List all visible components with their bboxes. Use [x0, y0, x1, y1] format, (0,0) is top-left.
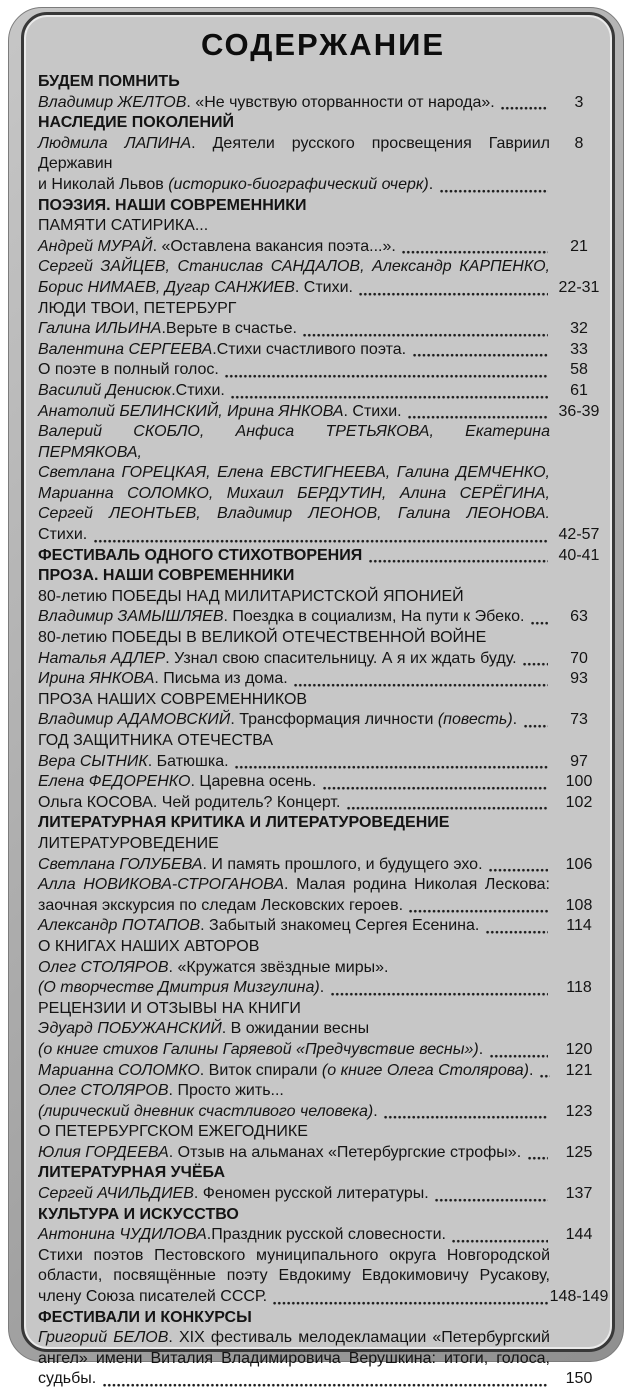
toc-entry [38, 1225, 608, 1246]
text-run: . Узнал свою спасительницу. А я их ждать буду. [165, 649, 521, 667]
dot-leader [486, 929, 548, 934]
page-number: 40-41 [558, 546, 600, 564]
toc-line [38, 360, 550, 381]
entry-text [38, 1225, 550, 1246]
entry-text [38, 649, 550, 670]
entry-text [38, 93, 550, 114]
text-run: . Поездка в социализм, На пути к Эбеко. [223, 608, 529, 626]
entry-text [38, 1019, 550, 1060]
text-run: Алла НОВИКОВА-СТРОГАНОВА [38, 876, 285, 894]
entry-text [38, 1143, 550, 1164]
entry-text [38, 1246, 550, 1308]
toc-line [38, 1143, 550, 1164]
page-number: 114 [566, 917, 592, 935]
toc-content [24, 15, 612, 1388]
page-column [550, 855, 608, 876]
page-number: 58 [570, 361, 588, 379]
toc-line [38, 1102, 550, 1123]
page-column [550, 1246, 608, 1308]
dot-leader [435, 1197, 548, 1202]
page-column [550, 546, 608, 567]
page-column [550, 875, 608, 916]
page-number: 21 [570, 237, 588, 255]
toc-line [38, 381, 550, 402]
text-run: . «Не чувствую оторванности от народа». [186, 93, 500, 111]
dot-leader [524, 723, 548, 728]
entry-text [38, 710, 550, 731]
page-number: 102 [565, 793, 593, 811]
text-run: . Письма из дома. [154, 670, 293, 688]
page-column [550, 607, 608, 628]
page-number: 73 [570, 711, 588, 729]
section-heading: ЛИТЕРАТУРОВЕДЕНИЕ [38, 834, 219, 852]
text-run: Сергей ЗАЙЦЕВ, Станислав САНДАЛОВ, Александр КАРПЕНКО, [38, 258, 550, 276]
toc-entry [38, 1081, 608, 1122]
toc-entry [38, 422, 608, 546]
toc-line [38, 402, 550, 423]
section-heading: ПОЭЗИЯ. НАШИ СОВРЕМЕННИКИ [38, 196, 307, 214]
toc-line [38, 896, 550, 917]
text-run: .Праздник русской словесности. [206, 1226, 451, 1244]
text-run: Галина ИЛЬИНА [38, 320, 162, 338]
text-run: Светлана ГОРЕЦКАЯ, Елена ЕВСТИГНЕЕВА, Галина ДЕМЧЕНКО, [38, 464, 550, 482]
page-column [550, 381, 608, 402]
toc-line [38, 422, 550, 463]
text-run: Олег СТОЛЯРОВ [38, 1082, 169, 1100]
text-run: Сергей ЛЕОНТЬЕВ, Владимир ЛЕОНОВ, Галина ЛЕОНОВА. [38, 505, 550, 523]
page-number: 118 [566, 979, 592, 997]
page-number: 148-149 [549, 1288, 609, 1306]
dot-leader [103, 1382, 548, 1387]
text-run: Марианна СОЛОМКО, Михаил БЕРДУТИН, Алина СЕРЁГИНА, [38, 484, 550, 502]
page-number: 123 [565, 1102, 593, 1120]
toc-line [38, 855, 550, 876]
entry-text [38, 607, 550, 628]
toc-entry [38, 916, 608, 937]
page-column [550, 340, 608, 361]
entry-text [38, 1184, 550, 1205]
entry-text [38, 360, 550, 381]
section-heading: ЛЮДИ ТВОИ, ПЕТЕРБУРГ [38, 299, 237, 317]
dot-leader [413, 352, 548, 357]
text-run: Ольга КОСОВА. Чей родитель? Концерт. [38, 793, 345, 811]
text-run: Александр ПОТАПОВ [38, 917, 201, 935]
section-heading: ЛИТЕРАТУРНАЯ УЧЁБА [38, 1164, 225, 1182]
toc-line [38, 546, 550, 567]
toc-line [38, 669, 550, 690]
dot-leader [94, 538, 548, 543]
dot-leader [531, 620, 548, 625]
dot-leader [273, 1300, 548, 1305]
toc-entry [38, 1328, 608, 1390]
toc-entry [38, 1184, 608, 1205]
page-number: 33 [570, 340, 588, 358]
entry-text [38, 1061, 550, 1082]
entry-text [38, 319, 550, 340]
entry-text [38, 1328, 550, 1390]
text-run: Олег СТОЛЯРОВ [38, 958, 169, 976]
toc-entry [38, 1246, 608, 1308]
page-number: 100 [565, 773, 593, 791]
text-run: .Верьте в счастье. [161, 320, 302, 338]
section-heading: ПРОЗА НАШИХ СОВРЕМЕННИКОВ [38, 690, 308, 708]
dot-leader [490, 1053, 548, 1058]
toc-line [38, 1246, 550, 1267]
page-column [550, 422, 608, 546]
entry-text [38, 546, 550, 567]
toc-line [38, 278, 550, 299]
page-number: 97 [570, 752, 588, 770]
page-column [550, 1019, 608, 1060]
text-run: судьбы. [38, 1370, 101, 1388]
toc-entry [38, 607, 608, 628]
text-run: области, посвящённые поэту Евдокиму Евдокимовичу Русакову, [38, 1267, 550, 1285]
text-run: Борис НИМАЕВ, Дугар САНЖИЕВ [38, 278, 295, 296]
toc-line [38, 916, 550, 937]
page-column [550, 1225, 608, 1246]
toc-entry [38, 875, 608, 916]
toc-entry [38, 752, 608, 773]
toc-line [38, 752, 550, 773]
text-run: Сергей АЧИЛЬДИЕВ [38, 1185, 194, 1203]
page-title: СОДЕРЖАНИЕ [200, 27, 446, 62]
toc-line [38, 1061, 550, 1082]
toc-line [38, 978, 550, 999]
page-column [550, 1081, 608, 1122]
text-run: . Деятели русского просвещения Гавриил Державин [38, 134, 550, 173]
page-number: 32 [570, 320, 588, 338]
page-number: 61 [570, 381, 588, 399]
text-run: .Стихи. [171, 381, 230, 399]
page-column [550, 237, 608, 258]
section-heading: КУЛЬТУРА И ИСКУССТВО [38, 1205, 239, 1223]
text-run: Андрей МУРАЙ [38, 237, 153, 255]
text-run: . Трансформация личности [230, 711, 438, 729]
toc-entry [38, 772, 608, 793]
text-run: Григорий БЕЛОВ [38, 1329, 169, 1347]
entry-text [38, 958, 550, 999]
page-number: 137 [565, 1185, 593, 1203]
text-run: . Феномен русской литературы. [193, 1185, 434, 1203]
text-run: (о книге стихов Галины Гаряевой «Предчувствие весны») [38, 1040, 479, 1058]
toc-line [38, 463, 550, 484]
text-run: (О творчестве Дмитрия Мизгулина) [38, 979, 320, 997]
text-run: (историко-биографический очерк) [168, 175, 429, 193]
toc-line [38, 319, 550, 340]
toc-line [38, 1349, 550, 1370]
toc-entry [38, 257, 608, 298]
dot-leader [294, 682, 548, 687]
page-column [550, 257, 608, 298]
page-column [550, 772, 608, 793]
text-run: Василий Денисюк [38, 381, 172, 399]
page-number: 120 [565, 1040, 593, 1058]
toc-line [38, 1225, 550, 1246]
toc-line [38, 607, 550, 628]
toc-entry [38, 1143, 608, 1164]
section-heading: О ПЕТЕРБУРГСКОМ ЕЖЕГОДНИКЕ [38, 1123, 308, 1141]
page-number: 106 [565, 855, 593, 873]
page-column [550, 793, 608, 814]
section-heading: ПРОЗА. НАШИ СОВРЕМЕННИКИ [38, 567, 295, 585]
text-run: . И память прошлого, и будущего эхо. [202, 855, 487, 873]
section-heading: 80-летию ПОБЕДЫ НАД МИЛИТАРИСТСКОЙ ЯПОНИЕЙ [38, 587, 464, 605]
text-run: и Николай Львов [38, 175, 169, 193]
toc-line [38, 1266, 550, 1287]
dot-leader [409, 908, 548, 913]
text-run: . Виток спирали [199, 1061, 322, 1079]
page-column [550, 752, 608, 773]
page-column [550, 649, 608, 670]
text-run: Светлана ГОЛУБЕВА [38, 855, 203, 873]
dot-leader [369, 558, 548, 563]
toc-entry [38, 1019, 608, 1060]
toc-entry [38, 710, 608, 731]
toc-line [38, 237, 550, 258]
toc-entry [38, 237, 608, 258]
toc-entry [38, 855, 608, 876]
toc-list [38, 72, 608, 1390]
entry-text [38, 855, 550, 876]
dot-leader [408, 414, 548, 419]
text-run: . [428, 175, 438, 193]
entry-text [38, 772, 550, 793]
entry-text [38, 134, 550, 196]
page-column [550, 1143, 608, 1164]
page-column [550, 710, 608, 731]
page-number: 42-57 [558, 526, 600, 544]
page-column [550, 1061, 608, 1082]
text-run: Анатолий БЕЛИНСКИЙ, Ирина ЯНКОВА [38, 402, 344, 420]
entry-text [38, 422, 550, 546]
section-heading: ПАМЯТИ САТИРИКА... [38, 217, 209, 235]
dot-leader [489, 867, 548, 872]
text-run: .Стихи счастливого поэта. [212, 340, 411, 358]
toc-entry [38, 360, 608, 381]
text-run: . [373, 1102, 383, 1120]
text-run: ФЕСТИВАЛЬ ОДНОГО СТИХОТВОРЕНИЯ [38, 546, 363, 564]
text-run: Эдуард ПОБУЖАНСКИЙ [38, 1020, 222, 1038]
section-heading: О КНИГАХ НАШИХ АВТОРОВ [38, 937, 260, 955]
toc-entry [38, 381, 608, 402]
entry-text [38, 381, 550, 402]
text-run: . Забытый знакомец Сергея Есенина. [200, 917, 484, 935]
section-heading: РЕЦЕНЗИИ И ОТЗЫВЫ НА КНИГИ [38, 999, 301, 1017]
entry-text [38, 340, 550, 361]
text-run: . Батюшка. [147, 752, 233, 770]
page-number: 125 [565, 1143, 593, 1161]
page-column [550, 93, 608, 114]
text-run: Стихи. [38, 526, 92, 544]
page-number: 108 [565, 896, 593, 914]
toc-line [38, 134, 550, 175]
toc-line [38, 772, 550, 793]
text-run: Ирина ЯНКОВА [38, 670, 155, 688]
toc-line [38, 175, 550, 196]
toc-line [38, 1040, 550, 1061]
toc-line [38, 1287, 550, 1308]
toc-entry [38, 649, 608, 670]
text-run: (повесть) [437, 711, 513, 729]
text-run: . Отзыв на альманах «Петербургские строфы». [168, 1143, 526, 1161]
page-column [550, 319, 608, 340]
section-heading: НАСЛЕДИЕ ПОКОЛЕНИЙ [38, 114, 234, 132]
toc-line [38, 793, 550, 814]
dot-leader [384, 1114, 548, 1119]
text-run: Юлия ГОРДЕЕВА [38, 1143, 169, 1161]
toc-entry [38, 134, 608, 196]
toc-line [38, 93, 550, 114]
text-run: . [512, 711, 522, 729]
page-number: 150 [565, 1370, 593, 1388]
text-run: Вера СЫТНИК [38, 752, 148, 770]
toc-line [38, 710, 550, 731]
section-heading: 80-летию ПОБЕДЫ В ВЕЛИКОЙ ОТЕЧЕСТВЕННОЙ ВОЙНЕ [38, 629, 487, 647]
text-run: . «Оставлена вакансия поэта...». [152, 237, 401, 255]
toc-line [38, 1184, 550, 1205]
page-column [550, 402, 608, 423]
dot-leader [523, 661, 548, 666]
text-run: О поэте в полный голос. [38, 361, 224, 379]
section-heading: ГОД ЗАЩИТНИКА ОТЕЧЕСТВА [38, 732, 274, 749]
text-run: Стихи поэтов Пестовского муниципального округа Новгородской [38, 1246, 550, 1264]
dot-leader [402, 249, 548, 254]
toc-panel [21, 12, 615, 1388]
dot-leader [347, 805, 548, 810]
section-heading: ЛИТЕРАТУРНАЯ КРИТИКА И ЛИТЕРАТУРОВЕДЕНИЕ [38, 814, 450, 832]
toc-line [38, 1369, 550, 1390]
text-run: . Стихи. [343, 402, 407, 420]
text-run: . В ожидании весны [221, 1020, 370, 1038]
dot-leader [359, 291, 548, 296]
text-run: ангел» имени Виталия Владимировича Верушкина: итоги, голоса, [38, 1349, 550, 1367]
text-run: Антонина ЧУДИЛОВА [38, 1226, 207, 1244]
text-run: (о книге Олега Столярова) [321, 1061, 529, 1079]
page-column [550, 1328, 608, 1390]
page-column [550, 134, 608, 196]
text-run: Наталья АДЛЕР [38, 649, 166, 667]
toc-entry [38, 340, 608, 361]
toc-entry [38, 958, 608, 999]
entry-text [38, 237, 550, 258]
page-number: 8 [574, 134, 584, 152]
page-number: 70 [570, 649, 588, 667]
page-column [550, 916, 608, 937]
entry-text [38, 1081, 550, 1122]
toc-line [38, 875, 550, 896]
section-heading: БУДЕМ ПОМНИТЬ [38, 73, 180, 90]
text-run: (лирический дневник счастливого человека) [38, 1102, 374, 1120]
page-number: 121 [565, 1061, 593, 1079]
toc-line [38, 958, 550, 979]
toc-line [38, 1081, 550, 1102]
text-run: . Царевна осень. [190, 773, 321, 791]
text-run: заочная экскурсия по следам Лесковских героев. [38, 896, 408, 914]
dot-leader [540, 1073, 550, 1078]
page-number: 22-31 [558, 278, 600, 296]
toc-line [38, 1328, 550, 1349]
text-run: . «Кружатся звёздные миры». [168, 958, 389, 976]
page-number: 63 [570, 608, 588, 626]
text-run: Владимир ЖЕЛТОВ [38, 93, 187, 111]
toc-entry [38, 319, 608, 340]
text-run: . Малая родина Николая Лескова: [284, 876, 550, 894]
toc-line [38, 257, 550, 278]
text-run: члену Союза писателей СССР. [38, 1288, 272, 1306]
toc-line [38, 525, 550, 546]
toc-entry [38, 1061, 608, 1082]
panel-frame [8, 7, 624, 1388]
entry-text [38, 402, 550, 423]
text-run [362, 546, 366, 567]
page-number: 3 [574, 93, 584, 111]
dot-leader [231, 394, 548, 399]
dot-leader [331, 991, 548, 996]
page-number: 36-39 [558, 402, 600, 420]
toc-entry [38, 793, 608, 814]
text-run: Людмила ЛАПИНА [38, 134, 192, 152]
text-run: . [528, 1061, 538, 1079]
toc-line [38, 649, 550, 670]
toc-entry [38, 669, 608, 690]
toc-line [38, 1019, 550, 1040]
entry-text [38, 752, 550, 773]
toc-entry [38, 402, 608, 423]
text-run: Валерий СКОБЛО, Анфиса ТРЕТЬЯКОВА, Екатерина ПЕРМЯКОВА, [38, 423, 550, 461]
page-column [550, 669, 608, 690]
dot-leader [528, 1155, 548, 1160]
toc-line [38, 484, 550, 505]
entry-text [38, 916, 550, 937]
dot-leader [235, 764, 548, 769]
text-run: Владимир АДАМОВСКИЙ [38, 711, 231, 729]
dot-leader [501, 105, 548, 110]
entry-text [38, 875, 550, 916]
dot-leader [303, 332, 548, 337]
section-heading: ФЕСТИВАЛИ И КОНКУРСЫ [38, 1308, 252, 1326]
text-run: . [319, 979, 329, 997]
dot-leader [452, 1238, 548, 1243]
entry-text [38, 793, 550, 814]
page-number: 93 [570, 670, 588, 688]
entry-text [38, 669, 550, 690]
entry-text [38, 257, 550, 298]
text-run: . XIX фестиваль мелодекламации «Петербургский [168, 1329, 550, 1347]
page-column [550, 360, 608, 381]
toc-entry [38, 546, 608, 567]
text-run: Марианна СОЛОМКО [38, 1061, 200, 1079]
dot-leader [323, 785, 548, 790]
text-run: . [478, 1040, 488, 1058]
text-run: Елена ФЕДОРЕНКО [38, 773, 191, 791]
toc-line [38, 340, 550, 361]
dot-leader [440, 188, 548, 193]
dot-leader [225, 373, 548, 378]
page-column [550, 958, 608, 999]
text-run: Владимир ЗАМЫШЛЯЕВ [38, 608, 224, 626]
page-column [550, 1184, 608, 1205]
toc-line [38, 504, 550, 525]
toc-entry [38, 93, 608, 114]
page-number: 144 [565, 1226, 593, 1244]
text-run: Валентина СЕРГЕЕВА [38, 340, 213, 358]
text-run: . Просто жить... [168, 1082, 284, 1100]
text-run: . Стихи. [294, 278, 358, 296]
